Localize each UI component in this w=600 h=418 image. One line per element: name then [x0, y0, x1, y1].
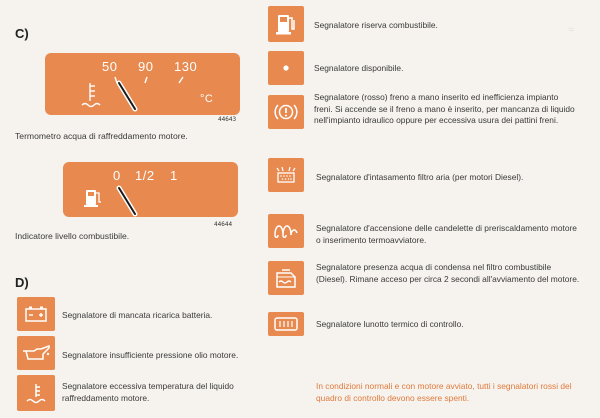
temp-gauge-needle — [45, 53, 240, 115]
fuel-gauge — [63, 162, 238, 217]
normal-conditions-note: In condizioni normali e con motore avviato, tutti i segnalatori rossi del quadro di controllo devono essere spenti. — [316, 381, 572, 403]
dot-icon — [268, 51, 304, 85]
fuel-reserve-desc: Segnalatore riserva combustibile. — [314, 20, 438, 30]
temp-tick-90: 90 — [138, 59, 154, 74]
fuel-tick-0: 0 — [113, 168, 121, 183]
water-in-fuel-desc: Segnalatore presenza acqua di condensa nel filtro combustibile (Diesel). Rimane acceso per circa 2 secondi all'avviamento del motore. — [316, 262, 580, 284]
section-c-label: C) — [15, 26, 29, 41]
water-in-fuel-icon — [268, 261, 304, 295]
temperature-gauge — [45, 53, 240, 115]
section-d-label: D) — [15, 275, 29, 290]
rear-defroster-icon — [268, 312, 304, 336]
temp-tick-50: 50 — [102, 59, 118, 74]
temp-gauge-code: 44643 — [218, 116, 237, 123]
fuel-gauge-needle — [63, 162, 238, 217]
glow-plug-desc: Segnalatore d'accensione delle candelette di preriscaldamento motore o inserimento termoavviatore. — [316, 223, 577, 245]
page-corner-mark: ≈ — [568, 24, 575, 36]
coolant-temp-desc: Segnalatore eccessiva temperatura del liquido raffreddamento motore. — [62, 381, 234, 403]
fuel-gauge-code: 44644 — [214, 221, 233, 228]
air-filter-desc: Segnalatore d'intasamento filtro aria (per motori Diesel). — [316, 172, 524, 182]
air-filter-icon — [268, 158, 304, 192]
fuel-tick-half: 1/2 — [135, 168, 155, 183]
oil-pressure-desc: Segnalatore insufficiente pressione olio motore. — [62, 350, 239, 360]
fuel-pump-icon — [268, 6, 304, 42]
battery-desc: Segnalatore di mancata ricarica batteria. — [62, 310, 213, 320]
brake-desc: Segnalatore (rosso) freno a mano inserito ed inefficienza impianto freni. Si accende se il freno a mano è inserito, per mancanza di liquido nell'impianto idraulico oppure per eccessiva usura dei pattini freni. — [314, 92, 575, 125]
glow-plug-icon — [268, 214, 304, 248]
temp-gauge-caption: Termometro acqua di raffreddamento motore. — [15, 131, 188, 141]
brake-icon — [268, 95, 304, 129]
spare-indicator-desc: Segnalatore disponibile. — [314, 63, 404, 73]
rear-defroster-desc: Segnalatore lunotto termico di controllo. — [316, 319, 464, 329]
fuel-tick-1: 1 — [170, 168, 178, 183]
battery-icon — [17, 297, 55, 331]
temp-unit: °C — [200, 93, 214, 105]
coolant-temp-icon — [17, 375, 55, 411]
fuel-gauge-caption: Indicatore livello combustibile. — [15, 231, 130, 241]
oil-can-icon — [17, 336, 55, 370]
temp-tick-130: 130 — [174, 59, 198, 74]
